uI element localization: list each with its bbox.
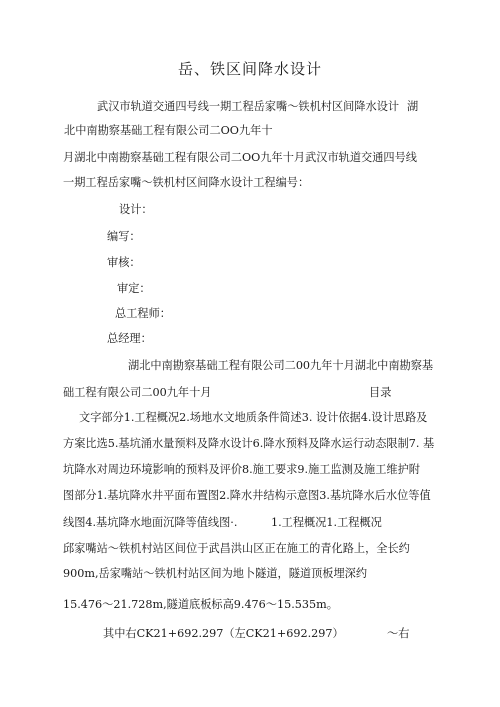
document-title: 岳、铁区间降水设计 (177, 60, 322, 78)
toc-line: 图部分1.基坑降水井平面布置图2.降水井结构示意图3.基坑降水后水位等值 (63, 489, 431, 502)
body-line: 15.476～21.728m,隧道底板标高9.476～15.535m。 (63, 598, 338, 611)
toc-line: 文字部分1.工程概况2.场地水文地质条件简述3. 设计依据4.设计思路及 (79, 411, 428, 424)
text-line: 湖北中南勘察基础工程有限公司二00九年十月湖北中南勘察基 (128, 359, 434, 372)
approver-label: 审定： (117, 282, 151, 295)
section-heading: 1.工程概况1.工程概况 (271, 516, 382, 529)
toc-heading: 目录 (369, 386, 392, 399)
text-line: 北中南勘察基础工程有限公司二OO九年十 (64, 124, 273, 137)
text-line: 湖 (407, 100, 419, 113)
body-line: 其中右CK21+692.297（左CK21+692.297） (103, 627, 344, 640)
toc-line: 线图4.基坑降水地面沉降等值线图·. (63, 516, 238, 529)
text-line: 础工程有限公司二00九年十月 (63, 386, 212, 399)
designer-label: 设计： (119, 203, 153, 216)
toc-line: 方案比选5.基坑涌水量预料及降水设计6.降水预料及降水运行动态限制7. 基 (63, 437, 435, 450)
text-line: 武汉市轨道交通四号线一期工程岳家嘴～铁机村区间降水设计 (97, 100, 400, 113)
writer-label: 编写： (107, 230, 141, 243)
text-line: 一期工程岳家嘴～铁机村区间降水设计工程编号： (63, 176, 310, 189)
body-line: 900m,岳家嘴站～铁机村站区间为地卜隧道，隧道顶板埋深约 (63, 567, 368, 580)
chief-engineer-label: 总工程师： (115, 307, 171, 320)
general-manager-label: 总经理： (107, 332, 152, 345)
body-line: 邱家嘴站～铁机村站区间位于武昌洪山区正在施工的青化路上，全长约 (63, 542, 410, 555)
toc-line: 坑降水对周边环境影响的预料及评价8.施工要求9.施工监测及施工维护附 (63, 463, 420, 476)
reviewer-label: 审核： (107, 256, 141, 269)
body-line: ～右 (387, 627, 410, 640)
text-line: 月湖北中南勘察基础工程有限公司二OO九年十月武汉市轨道交通四号线 (63, 151, 417, 164)
